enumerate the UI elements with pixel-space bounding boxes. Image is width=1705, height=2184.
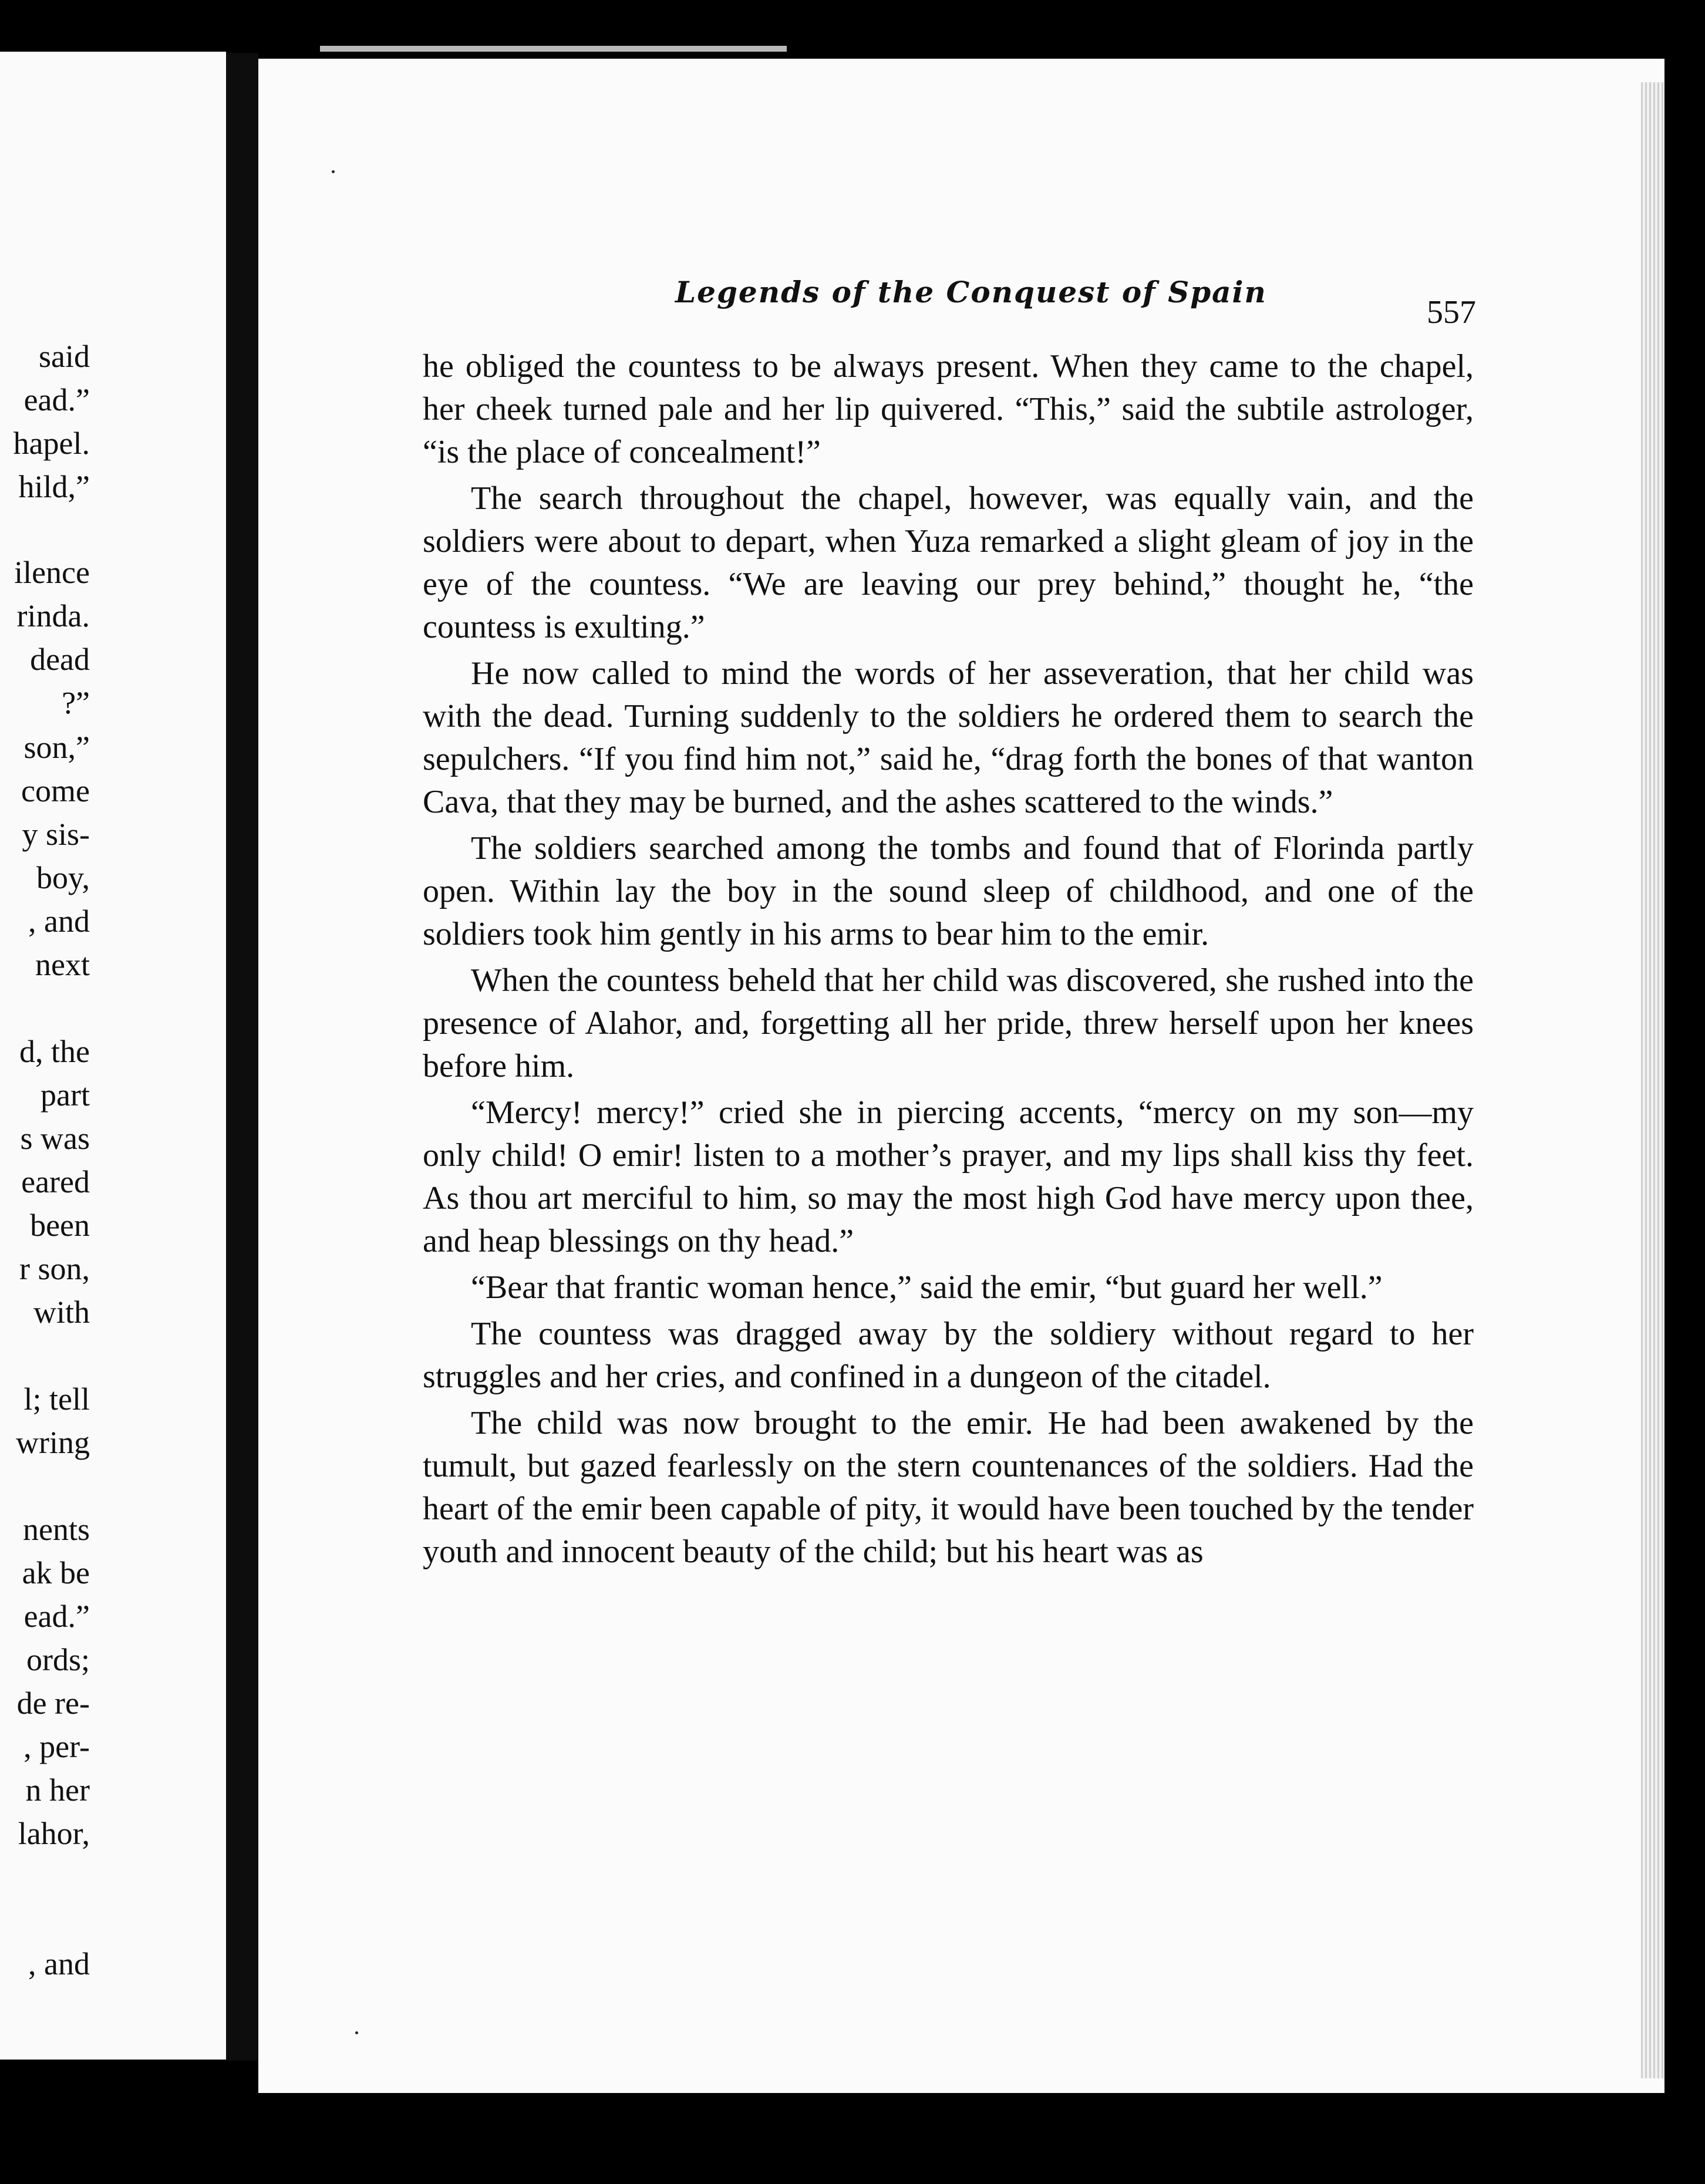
left-page-fragment: n her [25, 1772, 90, 1808]
left-page-fragment: , and [28, 1946, 90, 1981]
left-page-fragment: rinda. [16, 598, 90, 633]
left-page-fragment: with [33, 1295, 90, 1330]
left-page-fragment: , and [28, 904, 90, 939]
left-page-fragment: eared [21, 1164, 90, 1199]
page-number: 557 [1427, 294, 1476, 331]
left-page-fragment: dead [30, 642, 90, 677]
paragraph: The countess was dragged away by the soldiery without regard to her struggles and her cries, and confined in a dungeon of the citadel. [423, 1316, 1474, 1395]
paragraph: The soldiers searched among the tombs and found that of Florinda partly open. Within lay the boy in the sound sleep of childhood, and one of the soldiers took him gently in his arms to bear him to the emir. [423, 830, 1474, 952]
left-page-fragment: next [35, 947, 90, 982]
left-page-fragment: hild,” [18, 469, 90, 504]
left-page-fragment: said [39, 339, 90, 374]
left-page-fragment: ead.” [23, 382, 90, 417]
left-page-fragment: hapel. [13, 426, 90, 461]
left-page-fragment: ead.” [23, 1599, 90, 1634]
left-facing-page [0, 52, 226, 2060]
paragraph: When the countess beheld that her child was discovered, she rushed into the presence of Alahor, and, forgetting all her pride, threw herself upon her knees before him. [423, 962, 1474, 1084]
left-page-fragment: come [21, 773, 90, 808]
left-page-fragment: s was [20, 1121, 90, 1156]
left-page-fragment: ak be [22, 1555, 90, 1590]
left-page-fragment: ords; [26, 1642, 90, 1677]
paragraph: “Bear that frantic woman hence,” said the emir, “but guard her well.” [471, 1269, 1383, 1306]
left-page-fragment: y sis- [22, 817, 90, 852]
left-page-fragment: lahor, [18, 1816, 90, 1851]
left-page-fragment: , per- [23, 1729, 90, 1764]
left-page-fragment: boy, [36, 860, 90, 895]
left-page-fragment: de re- [16, 1686, 90, 1721]
paragraph: He now called to mind the words of her asseveration, that her child was with the dead. Turning suddenly to the soldiers he ordered them to search the sepulchers. “If you find him not,” said he, “drag forth the bones of that wanton Cava, that they may be burned, and the ashes scattered to the winds.” [423, 655, 1474, 820]
left-page-fragment: r son, [19, 1251, 90, 1286]
paper-speck [355, 2031, 358, 2034]
left-page-fragment: ilence [14, 555, 90, 590]
paragraph: The search throughout the chapel, however, was equally vain, and the soldiers were about to depart, when Yuza remarked a slight gleam of joy in the eye of the countess. “We are leaving our prey behind,” thought he, “the countess is exulting.” [423, 480, 1474, 645]
top-edge-rule [320, 46, 787, 52]
left-page-fragment: ?” [62, 685, 90, 720]
book-gutter [226, 53, 258, 2061]
running-head: Legends of the Conquest of Spain [675, 275, 1267, 309]
left-page-fragment: l; tell [23, 1381, 90, 1417]
paragraph: The child was now brought to the emir. He had been awakened by the tumult, but gazed fearlessly on the stern countenances of the soldiers. Had the heart of the emir been capable of pity, it would have been touched by the tender youth and innocent beauty of the child; but his heart was as [423, 1405, 1474, 1570]
paragraph: “Mercy! mercy!” cried she in piercing accents, “mercy on my son—my only child! O emir! listen to a mother’s prayer, and my lips shall kiss thy feet. As thou art merciful to him, so may the most high God have mercy upon thee, and heap blessings on thy head.” [423, 1094, 1474, 1259]
left-page-fragment: son,” [23, 730, 90, 765]
left-page-fragment: wring [16, 1425, 90, 1460]
left-page-fragment: been [30, 1208, 90, 1243]
paragraph: he obliged the countess to be always present. When they came to the chapel, her cheek turned pale and her lip quivered. “This,” said the subtile astrologer, “is the place of concealment!” [423, 348, 1474, 470]
body-text [423, 345, 1474, 1577]
paper-speck [332, 170, 335, 173]
left-page-fragment: nents [23, 1512, 90, 1547]
left-page-fragment: part [41, 1077, 90, 1113]
left-page-fragment: d, the [19, 1034, 90, 1069]
page-stack-edge [1641, 82, 1664, 2078]
